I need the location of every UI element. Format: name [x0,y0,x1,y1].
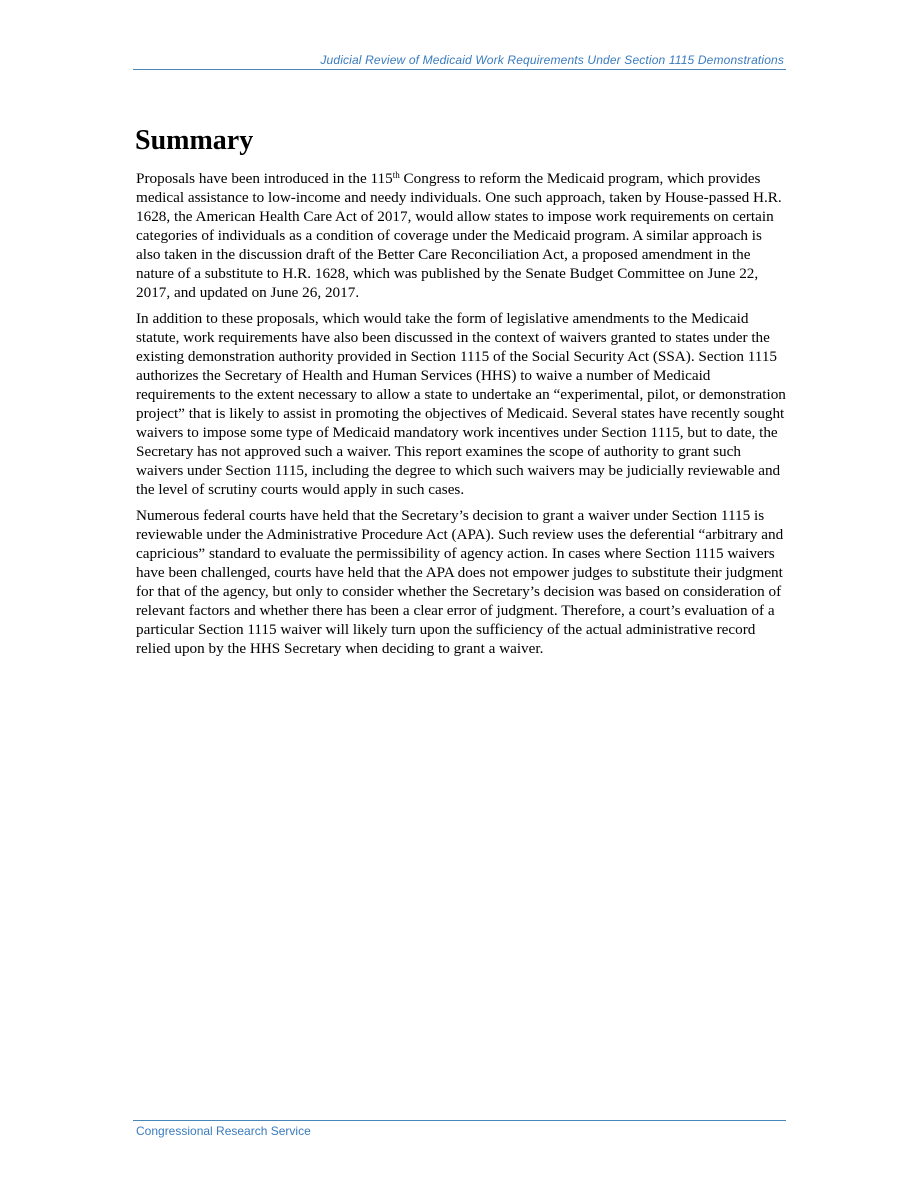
page-header [133,52,786,70]
footer-organization: Congressional Research Service [136,1124,311,1138]
page-footer [133,1120,786,1138]
running-header-title: Judicial Review of Medicaid Work Requirements Under Section 1115 Demonstrations [320,53,784,67]
section-heading: Summary [135,125,254,156]
paragraph-1-text-start: Proposals have been introduced in the 115 [136,170,393,187]
paragraph-1-text-end: Congress to reform the Medicaid program, which provides medical assistance to low-income and needy individuals. One such approach, taken by House-passed H.R. 1628, the American Health Care Act of 2017, would allow states to impose work requirements on certain categories of individuals as a condition of coverage under the Medicaid program. A similar approach is also taken in the discussion draft of the Better Care Reconciliation Act, a proposed amendment in the nature of a substitute to H.R. 1628, which was published by the Senate Budget Committee on June 22, 2017, and updated on June 26, 2017. [136,170,782,301]
summary-paragraph-1 [136,169,788,302]
summary-body [136,169,788,665]
summary-paragraph-2: In addition to these proposals, which would take the form of legislative amendments to the Medicaid statute, work requirements have also been discussed in the context of waivers granted to states under the existing demonstration authority provided in Section 1115 of the Social Security Act (SSA). Section 1115 authorizes the Secretary of Health and Human Services (HHS) to waive a number of Medicaid requirements to the extent necessary to allow a state to undertake an “experimental, pilot, or demonstration project” that is likely to assist in promoting the objectives of Medicaid. Several states have recently sought waivers to impose some type of Medicaid mandatory work incentives under Section 1115, but to date, the Secretary has not approved such a waiver. This report examines the scope of authority to grant such waivers under Section 1115, including the degree to which such waivers may be judicially reviewable and the level of scrutiny courts would apply in such cases. [136,310,786,498]
summary-paragraph-3: Numerous federal courts have held that the Secretary’s decision to grant a waiver under Section 1115 is reviewable under the Administrative Procedure Act (APA). Such review uses the deferential “arbitrary and capricious” standard to evaluate the permissibility of agency action. In cases where Section 1115 waivers have been challenged, courts have held that the APA does not empower judges to substitute their judgment for that of the agency, but only to consider whether the Secretary’s decision was based on consideration of relevant factors and whether there has been a clear error of judgment. Therefore, a court’s evaluation of a particular Section 1115 waiver will likely turn upon the sufficiency of the actual administrative record relied upon by the HHS Secretary when deciding to grant a waiver. [136,507,784,657]
ordinal-superscript: th [392,170,400,180]
